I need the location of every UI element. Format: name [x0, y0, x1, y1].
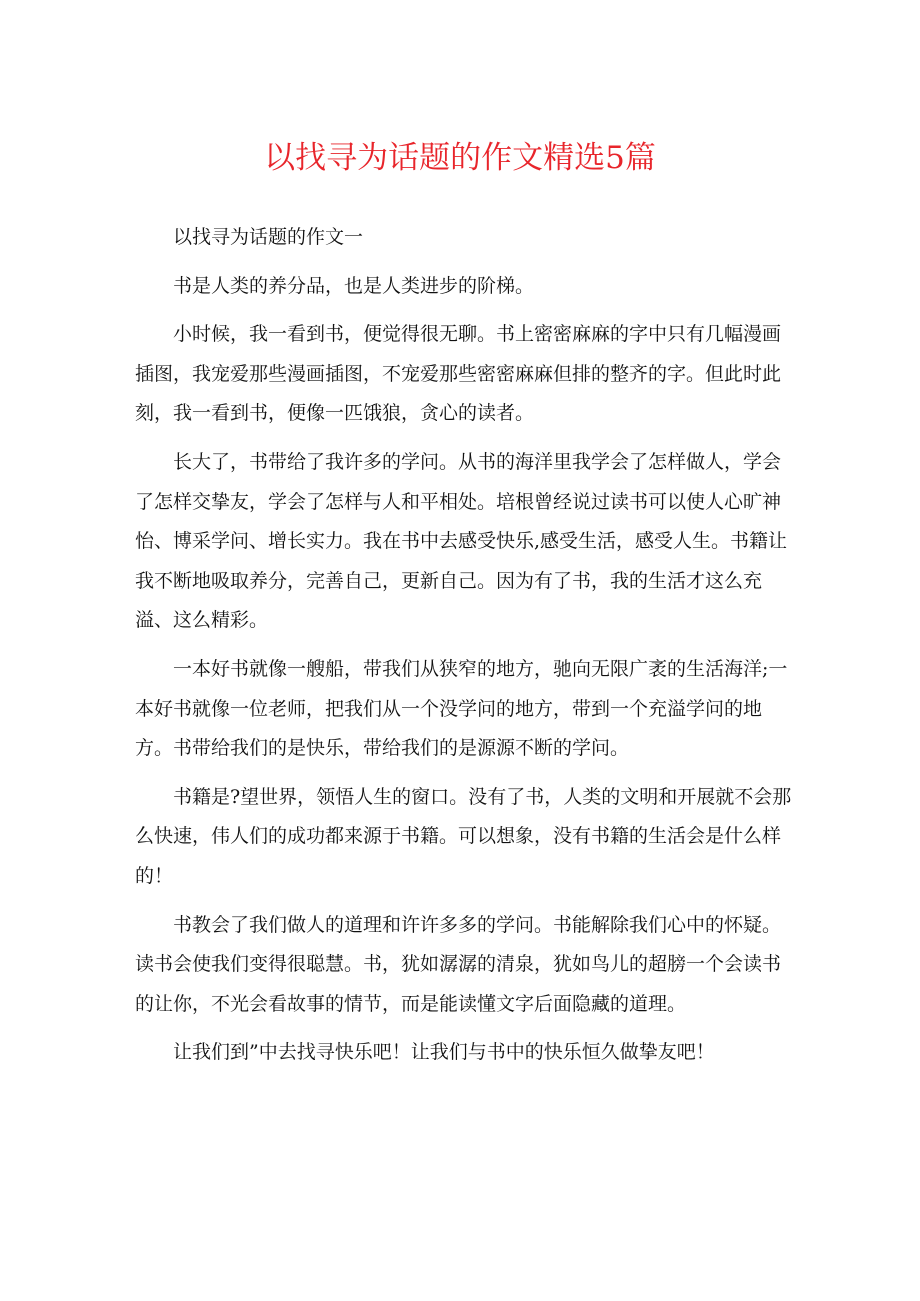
paragraph-7: 让我们到”中去找寻快乐吧！让我们与书中的快乐恒久做挚友吧！	[173, 1041, 715, 1064]
document-title: 以找寻为话题的作文精选5篇	[264, 140, 656, 176]
paragraph-4: 一本好书就像一艘船，带我们从狭窄的地方，驰向无限广袤的生活海洋;一本好书就像一位老师，把我们从一个没学问的地方，带到一个充溢学问的地方。书带给我们的是快乐，带给我们的是源源不断的学问。	[135, 657, 788, 760]
paragraph-5: 书籍是?望世界，领悟人生的窗口。没有了书，人类的文明和开展就不会那么快速，伟人们的成功都来源于书籍。可以想象，没有书籍的生活会是什么样的！	[135, 785, 792, 887]
document-body	[135, 218, 795, 1073]
paragraph-3: 长大了，书带给了我许多的学问。从书的海洋里我学会了怎样做人，学会了怎样交挚友，学会了怎样与人和平相处。培根曾经说过读书可以使人心旷神怡、博采学问、增长实力。我在书中去感受快乐,感受生活，感受人生。书籍让我不断地吸取养分，完善自己，更新自己。因为有了书，我的生活才这么充溢、这么精彩。	[135, 450, 788, 632]
paragraph-1: 书是人类的养分品，也是人类进步的阶梯。	[173, 274, 535, 297]
paragraph-6: 书教会了我们做人的道理和许许多多的学问。书能解除我们心中的怀疑。读书会使我们变得很聪慧。书，犹如潺潺的清泉，犹如鸟儿的超膀一个会读书的让你，不光会看故事的情节，而是能读懂文字后面隐藏的道理。	[135, 913, 782, 1015]
paragraph-2: 小时候，我一看到书，便觉得很无聊。书上密密麻麻的字中只有几幅漫画插图，我宠爱那些漫画插图，不宠爱那些密密麻麻但排的整齐的字。但此时此刻，我一看到书，便像一匹饿狼，贪心的读者。	[135, 323, 782, 425]
section-heading: 以找寻为话题的作文一	[173, 226, 364, 248]
